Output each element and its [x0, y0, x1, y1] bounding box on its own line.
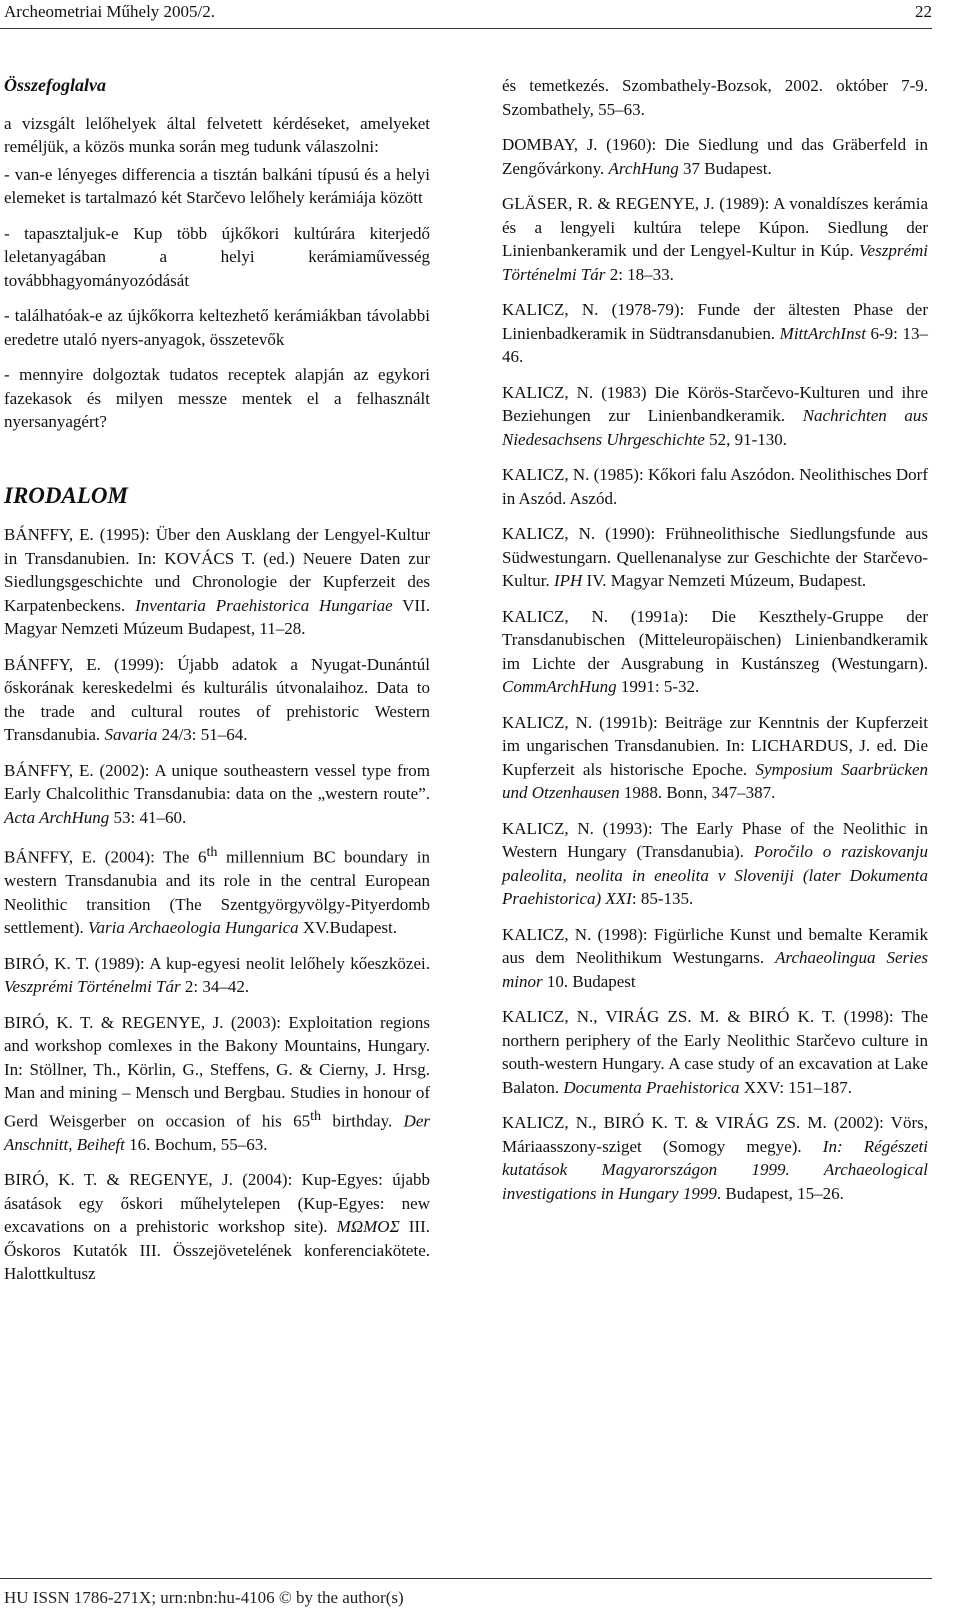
reference-text: BÁNFFY, E. (1999): Újabb adatok a Nyugat-Dunántúl őskorának kereskedelmi és kulturális útvonalaihoz. Data to the trade and cultural routes of prehistoric Western Transdanubia.: [4, 654, 430, 744]
reference-text: KALICZ, N. (1993): The Early Phase of the Neolithic in Western Hungary (Transdanubia).: [502, 818, 928, 861]
reference-text: 10. Budapest: [542, 971, 636, 991]
reference-entry: [502, 711, 928, 805]
reference-text: KALICZ, N. (1991b): Beiträge zur Kenntnis der Kupferzeit im ungarischen Transdanubien. In: LICHARDUS, J. ed. Die Kupferzeit als historische Epoche.: [502, 712, 928, 779]
reference-text: IV. Magyar Nemzeti Múzeum, Budapest.: [582, 571, 867, 590]
reference-italic-text: Veszprémi Történelmi Tár: [4, 977, 181, 997]
references-list-left: [4, 523, 430, 1286]
reference-text: BÁNFFY, E. (2002): A unique southeastern vessel type from Early Chalcolithic Transdanubia: data on the „western route”.: [4, 760, 430, 803]
reference-text: 1991: 5-32.: [616, 677, 700, 696]
reference-entry: [502, 74, 928, 121]
reference-italic-text: Veszprémi Történelmi Tár: [502, 241, 928, 284]
reference-text: 16. Bochum, 55–63.: [124, 1134, 268, 1154]
reference-text: birthday.: [321, 1111, 404, 1131]
reference-entry: [502, 463, 928, 510]
reference-entry: [4, 1011, 430, 1157]
reference-text: millennium BC boundary in western Transdanubia and its role in the central European Neolithic transition (The Szentgyörgyvölgy-Pityerdomb settlement).: [4, 847, 430, 938]
reference-text: KALICZ, N. (1990): Frühneolithische Siedlungsfunde aus Südwestungarn. Quellenanalyse zur Geschichte der Starčevo-Kultur.: [502, 524, 928, 590]
reference-text: 1988. Bonn, 347–387.: [619, 783, 776, 802]
reference-text: 24/3: 51–64.: [157, 725, 248, 744]
reference-text: VII. Magyar Nemzeti Múzeum Budapest, 11–28.: [4, 595, 430, 638]
reference-entry: [502, 381, 928, 452]
reference-text: 52, 91-130.: [704, 429, 788, 449]
reference-text: KALICZ, N. (1983) Die Körös-Starčevo-Kulturen und ihre Beziehungen zur Linienbandkeramik.: [502, 382, 928, 425]
reference-entry: [4, 1168, 430, 1286]
reference-text: BÁNFFY, E. (2004): The 6: [4, 847, 207, 867]
reference-italic-text: Poročilo o raziskovanju paleolita, neolita in eneolita v Sloveniji (later Dokumenta Praehistorica) XXI: [502, 842, 928, 908]
reference-text: BÁNFFY, E. (1995): Über den Ausklang der Lengyel-Kultur in Transdanubien. In: KOVÁCS T. (ed.) Neuere Daten zur Siedlungsgeschichte und Chronologie der Kupferzeit des Karpatenbeckens.: [4, 525, 430, 615]
reference-entry: [502, 1111, 928, 1205]
reference-entry: [502, 923, 928, 994]
reference-text: KALICZ, N., BIRÓ K. T. & VIRÁG ZS. M. (2002): Vörs, Máriaasszony-sziget (Somogy megye).: [502, 1113, 928, 1156]
reference-text: KALICZ, N. (1985): Kőkori falu Aszódon. Neolithisches Dorf in Aszód. Aszód.: [502, 465, 928, 508]
reference-text: BIRÓ, K. T. & REGENYE, J. (2004): Kup-Egyes: újabb ásatások egy őskori műhelytelepen (Kup-Egyes: new excavations on a prehistoric workshop site).: [4, 1170, 430, 1237]
reference-text: . Budapest, 15–26.: [716, 1183, 844, 1203]
issn-notice: HU ISSN 1786-271X; urn:nbn:hu-4106 © by the author(s): [4, 1588, 404, 1607]
reference-text: DOMBAY, J. (1960): Die Siedlung und das Gräberfeld in Zengővárkony.: [502, 135, 928, 178]
reference-text: GLÄSER, R. & REGENYE, J. (1989): A vonaldíszes kerámia és a lengyeli kultúra telepe Kúpon. Siedlung der Linienbankeramik und der Lengyel-Kultur in Kúp.: [502, 194, 928, 260]
reference-entry: [502, 605, 928, 699]
references-list-right: [502, 74, 928, 1205]
reference-text: : 85-135.: [631, 889, 694, 908]
reference-text: 37 Budapest.: [678, 158, 772, 178]
left-column: [4, 74, 430, 1298]
reference-text: XXV: 151–187.: [739, 1077, 853, 1097]
right-column: [502, 74, 928, 1217]
reference-entry: [502, 522, 928, 593]
reference-text: KALICZ, N. (1998): Figürliche Kunst und bemalte Keramik aus dem Neolithikum Westungarns.: [502, 924, 928, 967]
journal-title: Archeometriai Műhely 2005/2.: [4, 2, 216, 21]
reference-italic-text: CommArchHung: [502, 677, 617, 696]
reference-entry: [502, 1005, 928, 1099]
page-number: 22: [915, 2, 932, 21]
reference-entry: [4, 952, 430, 999]
reference-text: és temetkezés. Szombathely-Bozsok, 2002. október 7-9. Szombathely, 55–63.: [502, 76, 928, 119]
reference-text: KALICZ, N. (1991a): Die Keszthely-Gruppe der Transdanubischen (Mitteleuropäischen) Linienbandkeramik im Lichte der Ausgrabung in Kustánszeg (Westungarn).: [502, 606, 928, 673]
reference-italic-text: ΜΩΜΟΣ: [336, 1217, 400, 1237]
reference-italic-text: Der Anschnitt, Beiheft: [4, 1111, 430, 1154]
references-heading: IRODALOM: [4, 482, 128, 508]
footer-divider: [0, 1578, 932, 1579]
reference-text: 2: 34–42.: [180, 977, 250, 997]
reference-text: KALICZ, N., VIRÁG ZS. M. & BIRÓ K. T. (1998): The northern periphery of the Early Neolithic Starčevo culture in south-western Hungary. A case study of an excavation at Lake Balaton.: [502, 1007, 928, 1097]
reference-italic-text: Nachrichten aus Niedesachsens Uhrgeschichte: [502, 406, 929, 449]
reference-entry: [502, 298, 928, 369]
reference-entry: [502, 133, 928, 180]
reference-text: KALICZ, N. (1978-79): Funde der ältesten Phase der Linienbadkeramik in Südtransdanubien.: [502, 300, 928, 343]
reference-italic-text: Archaeolingua Series minor: [502, 948, 928, 991]
reference-entry: [4, 653, 430, 747]
reference-italic-text: Symposium Saarbrücken und Otzenhausen: [502, 759, 928, 802]
reference-italic-text: Inventaria Praehistorica Hungariae: [135, 595, 393, 615]
reference-entry: [502, 192, 928, 286]
reference-italic-text: In: Régészeti kutatások Magyarországon 1999. Archaeological investigations in Hungary 1999: [502, 1136, 928, 1203]
reference-text: 2: 18–33.: [605, 264, 674, 284]
reference-italic-text: Documenta Praehistorica: [563, 1077, 740, 1097]
reference-text: 6-9: 13–46.: [502, 323, 928, 366]
summary-question: - mennyire dolgoztak tudatos receptek alapján az egykori fazekasok és milyen messze mentek el a felhasznált nyersanyagért?: [4, 365, 430, 431]
reference-entry: [4, 759, 430, 830]
reference-text: BIRÓ, K. T. (1989): A kup-egyesi neolit lelőhely kőeszközei.: [4, 953, 430, 973]
page-footer: [0, 1578, 960, 1618]
reference-superscript: th: [310, 1107, 322, 1124]
page-header: [0, 0, 960, 34]
reference-italic-text: Savaria: [104, 725, 158, 744]
reference-text: XV.Budapest.: [298, 918, 398, 938]
reference-text: 53: 41–60.: [109, 807, 187, 827]
reference-text: III. Őskoros Kutatók III. Összejövetelének konferenciakötete. Halottkultusz: [4, 1217, 431, 1284]
reference-entry: [502, 817, 928, 911]
reference-text: BIRÓ, K. T. & REGENYE, J. (2003): Exploitation regions and workshop comlexes in the Bakony Mountains, Hungary. In: Stöllner, Th., Körlin, G., Steffens, G. & Cierny, J. Hrsg. Man and mining – Mensch und Bergbau. Studies in honour of Gerd Weisgerber on occasion of his 65: [4, 1012, 430, 1131]
reference-superscript: th: [206, 844, 218, 860]
reference-italic-text: IPH: [553, 571, 583, 590]
summary-question: - tapasztaljuk-e Kup több újkőkori kultúrára kiterjedő leletanyagában a helyi kerámiaművesség továbbhagyományozódását: [4, 223, 430, 290]
summary-question: - találhatóak-e az újkőkorra keltezhető kerámiákban távolabbi eredetre utaló nyers-anyagok, összetevők: [4, 306, 430, 349]
header-divider: [0, 28, 932, 29]
reference-italic-text: Varia Archaeologia Hungarica: [88, 918, 299, 938]
reference-italic-text: MittArchInst: [779, 323, 866, 343]
summary-title: Összefoglalva: [4, 75, 106, 95]
summary-question: - van-e lényeges differencia a tisztán balkáni típusú és a helyi elemeket is tartalmazó két Starčevo lelőhely kerámiája között: [4, 164, 430, 207]
reference-entry: [4, 841, 430, 940]
reference-italic-text: Acta ArchHung: [4, 807, 110, 827]
summary-intro: a vizsgált lelőhelyek által felvetett kérdéseket, amelyeket reméljük, a közös munka során meg tudunk válaszolni:: [4, 113, 430, 156]
reference-italic-text: ArchHung: [608, 158, 679, 178]
reference-entry: [4, 523, 430, 641]
